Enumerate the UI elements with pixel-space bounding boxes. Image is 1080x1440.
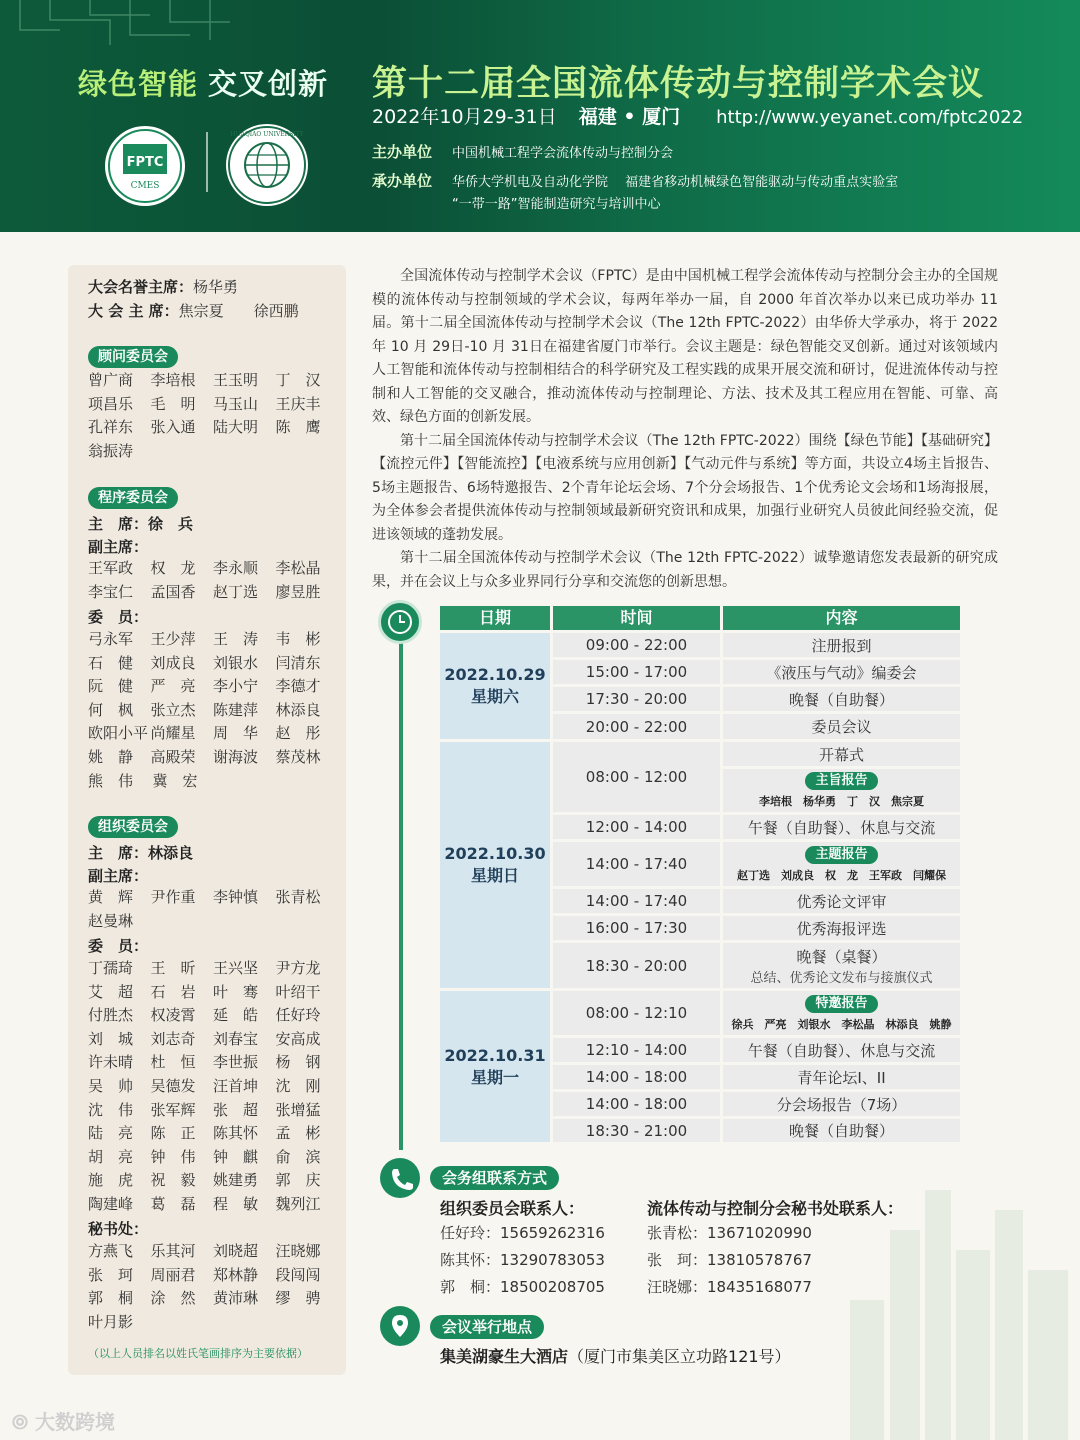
- person-name: 陈 正: [150, 1124, 196, 1143]
- name-row: [88, 416, 338, 440]
- location-icon: [380, 1306, 420, 1346]
- secretariat-contact-3: 汪晓娜：18435168077: [647, 1278, 812, 1296]
- row-1-time: 09:00 - 22:00: [553, 633, 720, 657]
- name-row: [88, 393, 338, 417]
- watermark-text: 大数跨境: [34, 1410, 115, 1434]
- fptc-logo-icon: [105, 126, 185, 206]
- name-row: [88, 1287, 338, 1311]
- venue-name: 集美湖豪生大酒店: [440, 1347, 569, 1366]
- name-row: [88, 1146, 338, 1170]
- host-label: 主办单位: [372, 143, 433, 161]
- person-name: 胡 亮: [88, 1147, 134, 1166]
- day-3-date: 2022.10.31: [444, 1045, 546, 1065]
- person-name: 尹作重: [150, 888, 196, 906]
- person-name: 缪 骋: [275, 1289, 321, 1308]
- name-row: [88, 886, 338, 910]
- name-row: [88, 722, 338, 746]
- person-name: 汪首坤: [213, 1076, 259, 1095]
- person-name: 陈 鹰: [275, 418, 321, 437]
- person-name: 孔祥东: [88, 418, 134, 437]
- row-3-content: 晚餐（自助餐）: [723, 687, 960, 711]
- invited-speakers: 徐兵 严亮 刘银水 李松晶 林添良 姚静: [731, 1017, 952, 1031]
- dinner-sub: 总结、优秀论文发布与接旗仪式: [750, 970, 933, 986]
- person-name: 石 健: [88, 653, 134, 672]
- row-9-time: 16:00 - 17:30: [553, 916, 720, 940]
- person-name: 丁孺琦: [88, 959, 134, 977]
- intro-text: [372, 265, 998, 594]
- map-pin-glyph: [380, 1306, 420, 1346]
- person-name: 施 虎: [88, 1171, 134, 1190]
- fptc-logo-sub: CMES: [130, 181, 160, 191]
- day-1: [440, 633, 550, 739]
- name-row: [88, 652, 338, 676]
- person-name: 李永顺: [213, 559, 259, 577]
- person-name: 丁 汉: [275, 371, 321, 389]
- person-name: 李世振: [213, 1053, 259, 1072]
- person-name: 王兴坚: [213, 959, 259, 977]
- person-name: 李钟慎: [213, 888, 259, 906]
- person-name: 尚耀星: [150, 724, 196, 743]
- name-row: [88, 770, 338, 794]
- person-name: 姚建勇: [213, 1171, 259, 1190]
- dinner-block: [723, 943, 960, 988]
- person-name: 尹方龙: [275, 959, 321, 977]
- hand-clock-icon: [381, 603, 419, 641]
- org-contact-3: 郭 桐：18500208705: [440, 1278, 605, 1296]
- person-name: 付胜杰: [88, 1006, 134, 1025]
- conference-date: 2022年10月29-31日: [372, 106, 557, 128]
- timeline-line: [399, 640, 403, 1150]
- row-1-content: 注册报到: [723, 633, 960, 657]
- person-name: 廖昱胜: [275, 582, 321, 601]
- person-name: 闫清东: [275, 653, 321, 672]
- row-2-content: 《液压与气动》编委会: [723, 660, 960, 684]
- person-name: 李松晶: [275, 559, 321, 577]
- name-row: [88, 957, 338, 981]
- phone-glyph: [380, 1158, 420, 1198]
- person-name: 安高成: [275, 1029, 321, 1048]
- honorary-chair-label: 大会名誉主席：: [88, 278, 194, 296]
- person-name: 韦 彬: [275, 630, 321, 648]
- venue-address: （厦门市集美区立功路121号）: [568, 1347, 791, 1366]
- row-8-content: 优秀论文评审: [723, 889, 960, 913]
- row-15-time: 18:30 - 21:00: [553, 1119, 720, 1142]
- row-2-time: 15:00 - 17:00: [553, 660, 720, 684]
- secretary-label: 秘书处：: [88, 1220, 149, 1238]
- row-10-time: 18:30 - 20:00: [553, 943, 720, 988]
- person-name: 权 龙: [150, 559, 196, 577]
- organizer-label: 承办单位: [372, 172, 433, 190]
- person-name: 李德才: [275, 677, 321, 696]
- person-name: 冀 宏: [152, 771, 198, 790]
- person-name: 吴 帅: [88, 1076, 134, 1095]
- row-13-time: 14:00 - 18:00: [553, 1065, 720, 1089]
- organizer-name-1: 华侨大学机电及自动化学院 福建省移动机械绿色智能驱动与传动重点实验室: [452, 175, 899, 190]
- keynote-block: [723, 769, 960, 812]
- person-name: 弓永军: [88, 630, 134, 648]
- huaqiao-logo-text: HUAQIAO UNIVERSITY: [230, 131, 304, 138]
- intro-paragraph-2: 第十二届全国流体传动与控制学术会议（The 12th FPTC-2022）围绕【绿色节能】【基础研究】【流控元件】【智能流控】【电液系统与应用创新】【气动元件与系统】等方面，共设立4场主旨报告、5场主题报告、6场特邀报告、2个青年论坛会场、7个分会场报告、1个优秀论文会场和1场海报展，为全体参会者提供流体传动与控制领域最新研究资讯和成果，加强行业研究人员彼此间经验交流，促进该领域的蓬勃发展。: [372, 432, 998, 543]
- person-name: 钟 麒: [213, 1147, 259, 1166]
- person-name: 葛 磊: [150, 1194, 196, 1213]
- fptc-logo-text: FPTC: [126, 155, 164, 170]
- name-row: [88, 1264, 338, 1288]
- conference-url[interactable]: http://www.yeyanet.com/fptc2022: [716, 107, 1024, 128]
- huaqiao-logo: [226, 124, 308, 206]
- person-name: 刘春宝: [213, 1029, 259, 1048]
- person-name: 叶绍干: [275, 982, 321, 1001]
- col-header-content: 内容: [723, 606, 960, 630]
- org-contact-title: 组织委员会联系人：: [440, 1199, 585, 1218]
- person-name: 翁振涛: [88, 441, 134, 460]
- row-8-time: 14:00 - 17:40: [553, 889, 720, 913]
- person-name: 毛 明: [150, 394, 196, 413]
- person-name: 王 涛: [213, 630, 259, 648]
- ranking-note: （以上人员排名以姓氏笔画排序为主要依据）: [88, 1347, 308, 1360]
- person-name: 林添良: [275, 700, 321, 719]
- row-5-content: 开幕式: [723, 742, 960, 766]
- person-name: 赵曼琳: [88, 911, 134, 930]
- row-15-content: 晚餐（自助餐）: [723, 1119, 960, 1142]
- day-3: [440, 991, 550, 1142]
- chair-label: 大 会 主 席：: [88, 302, 179, 320]
- row-11-time: 08:00 - 12:10: [553, 991, 720, 1035]
- org-contact-1: 任好玲：15659262316: [440, 1224, 605, 1242]
- org-member-names: [88, 957, 338, 1217]
- person-name: 段闯闯: [275, 1265, 321, 1284]
- person-name: 王玉明: [213, 371, 259, 389]
- person-name: 艾 超: [88, 982, 134, 1001]
- conference-place: 福建 • 厦门: [578, 106, 681, 128]
- chairs: 焦宗夏 徐西鹏: [178, 302, 299, 320]
- org-chair: 主 席：林添良: [88, 844, 194, 862]
- person-name: 张立杰: [150, 700, 196, 719]
- person-name: 周 华: [213, 724, 259, 743]
- person-name: 阮 健: [88, 677, 134, 696]
- contact-tag: 会务组联系方式: [430, 1166, 559, 1190]
- name-row: [88, 1051, 338, 1075]
- org-vice-label: 副主席：: [88, 867, 149, 885]
- person-name: 俞 滨: [275, 1147, 321, 1166]
- host-name: 中国机械工程学会流体传动与控制分会: [452, 146, 674, 161]
- day-2-weekday: 星期日: [470, 866, 519, 885]
- person-name: 何 枫: [88, 700, 134, 719]
- name-row: [88, 1122, 338, 1146]
- person-name: 张 珂: [88, 1265, 134, 1284]
- person-name: 陈建萍: [213, 700, 259, 719]
- huaqiao-logo-icon: [226, 124, 308, 206]
- intro-paragraph-3: 第十二届全国流体传动与控制学术会议（The 12th FPTC-2022）诚挚邀请您发表最新的研究成果，并在会议上与众多业界同行分享和交流您的创新思想。: [372, 550, 998, 590]
- person-name: 熊 伟: [88, 771, 134, 790]
- program-member-names: [88, 628, 338, 793]
- honorary-chair: 杨华勇: [193, 278, 239, 296]
- program-vice-names: [88, 557, 338, 604]
- name-row: [88, 699, 338, 723]
- row-5-time: 08:00 - 12:00: [553, 742, 720, 812]
- row-4-time: 20:00 - 22:00: [553, 714, 720, 739]
- person-name: 王军政: [88, 559, 134, 577]
- row-9-content: 优秀海报评选: [723, 916, 960, 940]
- name-row: [88, 910, 338, 934]
- person-name: 李小宁: [213, 677, 259, 696]
- theme-block: [723, 842, 960, 886]
- phone-icon: [380, 1158, 420, 1198]
- person-name: 延 皓: [213, 1006, 259, 1025]
- name-row: [88, 675, 338, 699]
- slogan-part-b: 交叉创新: [208, 67, 329, 101]
- program-chair: 主 席：徐 兵: [88, 515, 194, 533]
- venue-tag: 会议举行地点: [430, 1315, 544, 1339]
- person-name: 杨 钢: [275, 1053, 321, 1072]
- honorary-chair-line: [88, 276, 238, 297]
- row-7-time: 14:00 - 17:40: [553, 842, 720, 886]
- person-name: 钟 伟: [150, 1147, 196, 1166]
- person-name: 魏列江: [275, 1194, 321, 1213]
- person-name: 陶建峰: [88, 1194, 134, 1213]
- name-row: [88, 1311, 338, 1335]
- person-name: 权凌霄: [150, 1006, 196, 1025]
- person-name: 高殿荣: [150, 747, 196, 766]
- circuit-decoration: [0, 0, 260, 60]
- person-name: 杜 恒: [150, 1053, 196, 1072]
- program-committee-label: 程序委员会: [88, 487, 178, 509]
- person-name: 叶 骞: [213, 982, 259, 1001]
- name-row: [88, 1099, 338, 1123]
- organizer-row-2: “一带一路”智能制造研究与培训中心: [452, 197, 661, 212]
- person-name: 刘成良: [150, 653, 196, 672]
- program-member-label: 委 员：: [88, 608, 149, 626]
- watermark: ⦾ 大数跨境: [12, 1410, 115, 1434]
- date-line: [372, 102, 1023, 129]
- day-3-weekday: 星期一: [470, 1067, 519, 1087]
- city-skyline-decoration: [640, 1170, 1080, 1440]
- name-row: [88, 1075, 338, 1099]
- fptc-logo: [105, 126, 185, 206]
- theme-speakers: 赵丁选 刘成良 权 龙 王军政 闫耀保: [737, 868, 946, 882]
- name-row: [88, 1004, 338, 1028]
- col-header-time: 时间: [553, 606, 720, 630]
- day-2: [440, 742, 550, 988]
- person-name: 张增猛: [275, 1100, 321, 1119]
- name-row: [88, 1028, 338, 1052]
- invited-block: [723, 991, 960, 1035]
- person-name: 欧阳小平: [88, 724, 149, 743]
- person-name: 黄 辉: [88, 888, 134, 906]
- person-name: 任好玲: [275, 1006, 321, 1025]
- org-committee-label: 组织委员会: [88, 816, 178, 838]
- person-name: 张青松: [275, 888, 321, 906]
- person-name: 张 超: [213, 1100, 259, 1119]
- person-name: 王 昕: [150, 959, 196, 977]
- dinner-title: 晚餐（桌餐）: [796, 947, 887, 966]
- advisory-committee-label: 顾问委员会: [88, 346, 178, 368]
- day-1-date: 2022.10.29: [444, 665, 546, 684]
- person-name: 祝 毅: [150, 1171, 196, 1190]
- organizer-row: [372, 170, 898, 191]
- person-name: 陈其怀: [213, 1124, 259, 1143]
- secretariat-contact-1: 张青松：13671020990: [647, 1224, 812, 1242]
- name-row: [88, 746, 338, 770]
- person-name: 张入通: [150, 418, 196, 437]
- row-14-time: 14:00 - 18:00: [553, 1092, 720, 1116]
- person-name: 陆 亮: [88, 1124, 134, 1143]
- person-name: 郭 庆: [275, 1171, 321, 1190]
- theme-pill: 主题报告: [805, 846, 877, 864]
- person-name: 沈 伟: [88, 1100, 134, 1119]
- person-name: 李培根: [150, 371, 196, 389]
- row-4-content: 委员会议: [723, 714, 960, 739]
- person-name: 李宝仁: [88, 582, 134, 601]
- org-member-label: 委 员：: [88, 937, 149, 955]
- person-name: 刘志奇: [150, 1029, 196, 1048]
- person-name: 孟国香: [150, 582, 196, 601]
- invited-pill: 特邀报告: [805, 995, 877, 1013]
- person-name: 陆大明: [213, 418, 259, 437]
- name-row: [88, 981, 338, 1005]
- person-name: 刘银水: [213, 653, 259, 672]
- person-name: 张军辉: [150, 1100, 196, 1119]
- name-row: [88, 1193, 338, 1217]
- col-header-date: 日期: [440, 606, 550, 630]
- secretary-names: [88, 1240, 338, 1334]
- org-contact-2: 陈其怀：13290783053: [440, 1251, 605, 1269]
- person-name: 叶月影: [88, 1312, 134, 1331]
- slogan: [78, 62, 328, 103]
- name-row: [88, 628, 338, 652]
- slogan-part-a: 绿色智能: [78, 67, 199, 101]
- org-vice-names: [88, 886, 338, 933]
- name-row: [88, 557, 338, 581]
- person-name: 涂 然: [150, 1289, 196, 1308]
- chair-line: [88, 300, 299, 321]
- row-12-time: 12:10 - 14:00: [553, 1038, 720, 1062]
- keynote-pill: 主旨报告: [805, 772, 877, 790]
- person-name: 刘 城: [88, 1029, 134, 1048]
- schedule-icon: [378, 600, 422, 644]
- advisory-names: [88, 369, 338, 463]
- person-name: 曾广商: [88, 371, 134, 389]
- person-name: 谢海波: [213, 747, 259, 766]
- person-name: 项昌乐: [88, 394, 134, 413]
- person-name: 乐其河: [150, 1242, 196, 1260]
- name-row: [88, 1240, 338, 1264]
- person-name: 程 敏: [213, 1194, 259, 1213]
- secretariat-contact-title: 流体传动与控制分会秘书处联系人：: [647, 1199, 904, 1218]
- person-name: 王庆丰: [275, 394, 321, 413]
- header-banner: [0, 0, 1080, 232]
- row-3-time: 17:30 - 20:00: [553, 687, 720, 711]
- person-name: 周丽君: [150, 1265, 196, 1284]
- row-12-content: 午餐（自助餐）、休息与交流: [723, 1038, 960, 1062]
- row-6-content: 午餐（自助餐）、休息与交流: [723, 815, 960, 839]
- conference-title: 第十二届全国流体传动与控制学术会议: [372, 64, 985, 104]
- name-row: [88, 1169, 338, 1193]
- person-name: 赵 彤: [275, 724, 321, 743]
- intro-paragraph-1: 全国流体传动与控制学术会议（FPTC）是由中国机械工程学会流体传动与控制分会主办的全国规模的流体传动与控制领域的学术会议，每两年举办一届，自 2000 年首次举办以来已成功举办 11 届。第十二届全国流体传动与控制学术会议（The 12th FPTC-2022）由华侨大学承办，将于 2022 年 10 月 29日-10 月 31日在福建省厦门市举行。会议主题是：绿色智能交叉创新。通过对该领域内人工智能和流体传动与控制相结合的科学研究及工程实践的成果开展交流和研讨，促进流体传动与控制和人工智能的交叉融合，推动流体传动与控制理论、方法、技术及其工程应用在智能、可靠、高效、绿色方面的创新发展。: [372, 268, 998, 425]
- person-name: 石 岩: [150, 982, 196, 1001]
- person-name: 郭 桐: [88, 1289, 134, 1308]
- row-14-content: 分会场报告（7场）: [723, 1092, 960, 1116]
- person-name: 郑林静: [213, 1265, 259, 1284]
- person-name: 严 亮: [150, 677, 196, 696]
- person-name: 马玉山: [213, 394, 259, 413]
- person-name: 黄沛琳: [213, 1289, 259, 1308]
- host-row: [372, 141, 673, 162]
- keynote-speakers: 李培根 杨华勇 丁 汉 焦宗夏: [759, 795, 924, 808]
- day-2-date: 2022.10.30: [444, 844, 546, 863]
- person-name: 孟 彬: [275, 1124, 321, 1143]
- program-vice-label: 副主席：: [88, 538, 149, 556]
- person-name: 吴德发: [150, 1076, 196, 1095]
- person-name: 姚 静: [88, 747, 134, 766]
- person-name: 王少萍: [150, 630, 196, 648]
- person-name: 沈 刚: [275, 1076, 321, 1095]
- row-13-content: 青年论坛I、II: [723, 1065, 960, 1089]
- name-row: [88, 440, 338, 464]
- day-1-weekday: 星期六: [470, 687, 519, 706]
- person-name: 汪晓娜: [275, 1242, 321, 1260]
- name-row: [88, 581, 338, 605]
- person-name: 赵丁选: [213, 582, 259, 601]
- person-name: 许未晴: [88, 1053, 134, 1072]
- person-name: 刘晓超: [213, 1242, 259, 1260]
- person-name: 方燕飞: [88, 1242, 134, 1260]
- row-6-time: 12:00 - 14:00: [553, 815, 720, 839]
- person-name: 蔡茂林: [275, 747, 321, 766]
- logo-separator: [206, 132, 208, 192]
- secretariat-contact-2: 张 珂：13810578767: [647, 1251, 812, 1269]
- name-row: [88, 369, 338, 393]
